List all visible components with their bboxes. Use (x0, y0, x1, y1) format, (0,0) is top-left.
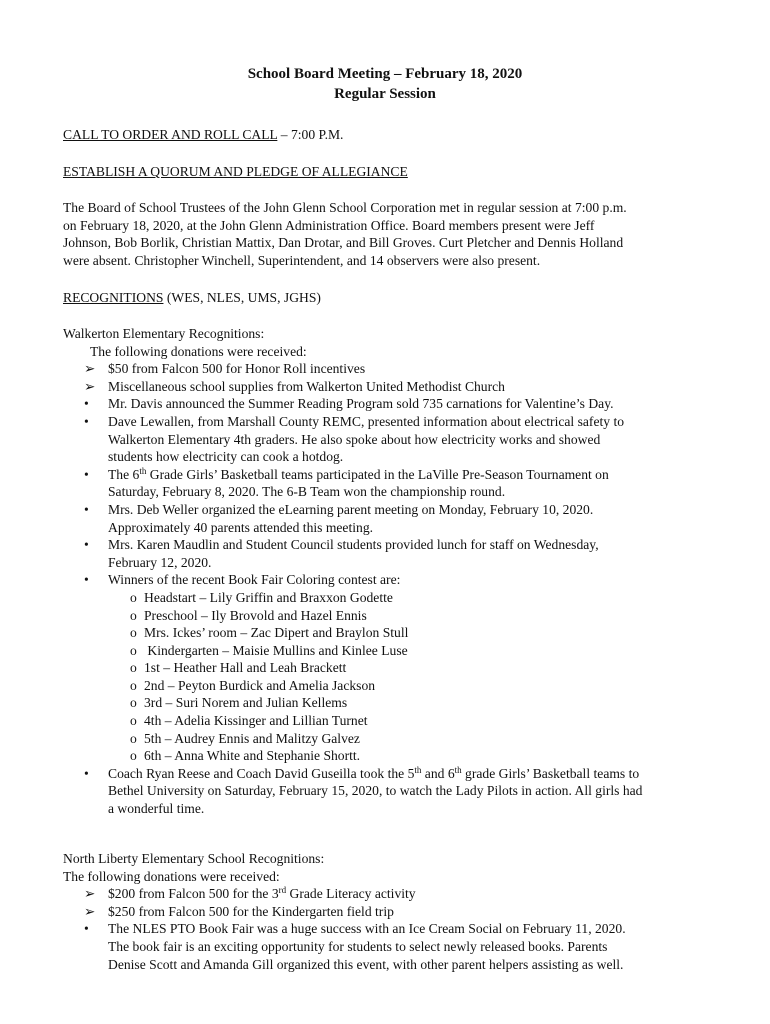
list-item: • Coach Ryan Reese and Coach David Guseilla took the 5th and 6th grade Girls’ Basketball teams to Bethel University on Saturday, February 15, 2020, to watch the Lady Pilots in action. All girls had a wonderful time. (84, 764, 643, 817)
list-item: o Kindergarten – Maisie Mullins and Kinlee Luse (130, 642, 408, 658)
circle-bullet-icon: o (130, 625, 137, 641)
list-item: o Preschool – Ily Brovold and Hazel Ennis (130, 607, 367, 623)
intro-line: Johnson, Bob Borlik, Christian Mattix, Dan Drotar, and Bill Groves. Curt Pletcher and Dennis Holland (63, 235, 624, 251)
list-item: • Mrs. Karen Maudlin and Student Council students provided lunch for staff on Wednesday, February 12, 2020. (84, 537, 599, 570)
call-to-order-time: – 7:00 P.M. (277, 127, 344, 142)
bullet-icon: • (84, 537, 89, 553)
circle-bullet-icon: o (130, 748, 137, 764)
circle-bullet-icon: o (130, 695, 137, 711)
bullet-icon: • (84, 466, 89, 482)
list-item: o 6th – Anna White and Stephanie Shortt. (130, 748, 361, 764)
list-item: • Mr. Davis announced the Summer Reading Program sold 735 carnations for Valentine’s Day. (84, 396, 614, 412)
circle-bullet-icon: o (130, 730, 137, 746)
arrow-bullet-icon: ➢ (84, 361, 96, 377)
quorum-label: ESTABLISH A QUORUM AND PLEDGE OF ALLEGIANCE (63, 164, 408, 179)
list-item: o 3rd – Suri Norem and Julian Kellems (130, 695, 348, 711)
list-item: • The 6th Grade Girls’ Basketball teams participated in the LaVille Pre-Season Tournament on Saturday, February 8, 2020. The 6-B Team won the championship round. (84, 465, 609, 500)
bullet-icon: • (84, 413, 89, 429)
nles-section (63, 850, 723, 973)
list-item: ➢ Miscellaneous school supplies from Walkerton United Methodist Church (84, 378, 505, 394)
list-item: ➢ $50 from Falcon 500 for Honor Roll incentives (84, 361, 366, 377)
wes-donations-intro: The following donations were received: (90, 343, 307, 359)
bullet-icon: • (84, 501, 89, 517)
bullet-icon: • (84, 572, 89, 588)
title-line-1: School Board Meeting – February 18, 2020 (247, 66, 523, 82)
call-to-order-label: CALL TO ORDER AND ROLL CALL (63, 127, 278, 142)
list-item: ➢ $200 from Falcon 500 for the 3rd Grade Literacy activity (84, 885, 416, 902)
title-line-2: Regular Session (334, 86, 436, 102)
intro-line: on February 18, 2020, at the John Glenn Administration Office. Board members present were Jeff (63, 217, 595, 233)
arrow-bullet-icon: ➢ (84, 886, 96, 902)
list-item: • Winners of the recent Book Fair Coloring contest are: (84, 572, 401, 588)
document-title (0, 64, 770, 104)
list-item: • Mrs. Deb Weller organized the eLearning parent meeting on Monday, February 10, 2020. Approximately 40 parents attended this meeting. (84, 501, 594, 535)
intro-line: were absent. Christopher Winchell, Superintendent, and 14 observers were also present. (63, 252, 541, 268)
list-item: o Mrs. Ickes’ room – Zac Dipert and Braylon Stull (130, 625, 409, 641)
circle-bullet-icon: o (130, 677, 137, 693)
nles-donations-intro: The following donations were received: (63, 868, 280, 884)
recognitions-schools: (WES, NLES, UMS, JGHS) (163, 290, 321, 305)
list-item: o 4th – Adelia Kissinger and Lillian Turnet (130, 713, 368, 729)
nles-heading: North Liberty Elementary School Recognitions: (63, 851, 325, 866)
list-item: o 5th – Audrey Ennis and Malitzy Galvez (130, 730, 360, 746)
arrow-bullet-icon: ➢ (84, 903, 96, 919)
bullet-icon: • (84, 765, 89, 781)
winners-list (63, 589, 723, 765)
arrow-bullet-icon: ➢ (84, 378, 96, 394)
circle-bullet-icon: o (130, 642, 137, 658)
list-item: o 1st – Heather Hall and Leah Brackett (130, 660, 347, 676)
circle-bullet-icon: o (130, 607, 137, 623)
recognitions-heading (63, 289, 713, 307)
bullet-icon: • (84, 396, 89, 412)
list-item: • The NLES PTO Book Fair was a huge success with an Ice Cream Social on February 11, 2020. The book fair is an exciting opportunity for students to select newly released books. Parents Denise Scott and Amanda Gill organized this event, with other parent helpers assisting as well. (84, 921, 626, 972)
wes-section (63, 325, 723, 818)
list-item: o Headstart – Lily Griffin and Braxxon Godette (130, 589, 393, 605)
intro-paragraph (63, 199, 723, 269)
intro-line: The Board of School Trustees of the John Glenn School Corporation met in regular session at 7:00 p.m. (63, 200, 627, 215)
circle-bullet-icon: o (130, 589, 137, 605)
recognitions-label: RECOGNITIONS (63, 290, 164, 305)
circle-bullet-icon: o (130, 713, 137, 729)
quorum-heading (63, 163, 713, 181)
bullet-icon: • (84, 921, 89, 937)
circle-bullet-icon: o (130, 660, 137, 676)
list-item: o 2nd – Peyton Burdick and Amelia Jackson (130, 677, 376, 693)
list-item: • Dave Lewallen, from Marshall County REMC, presented information about electrical safety to Walkerton Elementary 4th graders. He also spoke about how electricity works and showed students how electricity can cook a hotdog. (84, 413, 625, 465)
wes-heading: Walkerton Elementary Recognitions: (63, 326, 265, 341)
call-to-order-heading (63, 126, 713, 144)
list-item: ➢ $250 from Falcon 500 for the Kindergarten field trip (84, 903, 394, 919)
